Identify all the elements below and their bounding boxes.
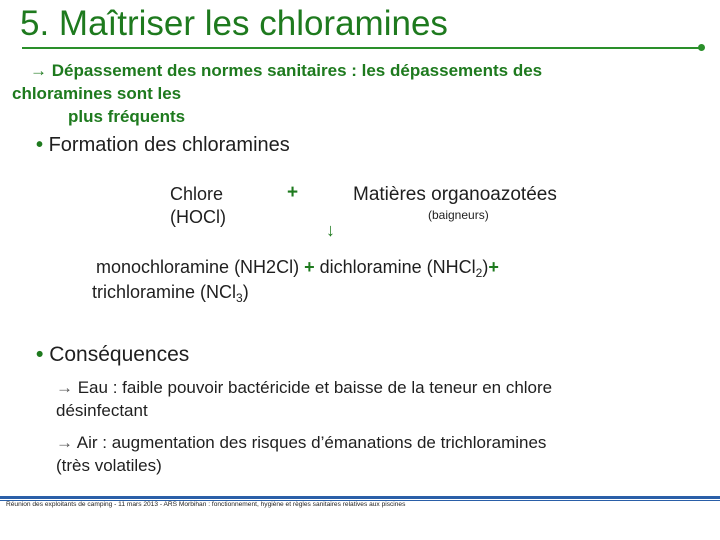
depassement-text-1: Dépassement des normes sanitaires : les dépassements des <box>47 61 543 80</box>
footer-text: Réunion des exploitants de camping - 11 mars 2013 - ARS Morbihan : fonctionnement, hygiène et règles sanitaires relatives aux piscines <box>6 501 406 508</box>
title-underline <box>22 47 702 49</box>
subscript-2: 2 <box>475 266 483 280</box>
formation-heading <box>36 134 290 157</box>
depassement-line-1 <box>30 61 542 81</box>
close-paren: ) <box>242 282 249 302</box>
chlore-label: Chlore <box>170 184 224 204</box>
depassement-line-2: chloramines sont les <box>12 84 182 103</box>
arrow-right-icon: → <box>30 61 47 80</box>
slide-title: 5. Maîtriser les chloramines <box>20 4 448 43</box>
air-line-2: (très volatiles) <box>56 456 162 475</box>
eau-line-1 <box>56 378 552 398</box>
arrow-down-icon: ↓ <box>326 220 335 240</box>
subscript-3: 3 <box>236 291 243 305</box>
reaction-line-1 <box>96 257 499 280</box>
formation-label: Formation des chloramines <box>43 134 290 156</box>
depassement-line-3: plus fréquents <box>68 107 186 126</box>
baigneurs-label: (baigneurs) <box>428 208 489 222</box>
bullet-icon: • <box>36 343 44 366</box>
plus-sign: + <box>488 257 499 277</box>
footer-rule <box>0 496 720 499</box>
monochloramine-text: monochloramine (NH2Cl) <box>96 257 305 277</box>
plus-sign: + <box>287 182 299 203</box>
plus-sign: + <box>304 257 315 277</box>
air-line-1 <box>56 433 546 453</box>
eau-line-2: désinfectant <box>56 401 148 420</box>
title-underline-dot <box>698 44 705 51</box>
air-text: Air : augmentation des risques d’émanations de trichloramines <box>73 433 547 452</box>
close-paren: ) <box>482 257 489 277</box>
reaction-line-2 <box>92 282 249 305</box>
trichloramine-text: trichloramine (NCl <box>92 282 237 302</box>
consequences-label: Conséquences <box>43 343 190 366</box>
eau-text: Eau : faible pouvoir bactéricide et baisse de la teneur en chlore <box>73 378 553 397</box>
matieres-label: Matières organoazotées <box>353 184 557 205</box>
arrow-right-icon: → <box>56 378 73 397</box>
hocl-label: (HOCl) <box>170 207 226 227</box>
arrow-right-icon: → <box>56 433 73 452</box>
consequences-heading <box>36 343 189 367</box>
dichloramine-text: dichloramine (NHCl <box>314 257 476 277</box>
bullet-icon: • <box>36 134 44 156</box>
